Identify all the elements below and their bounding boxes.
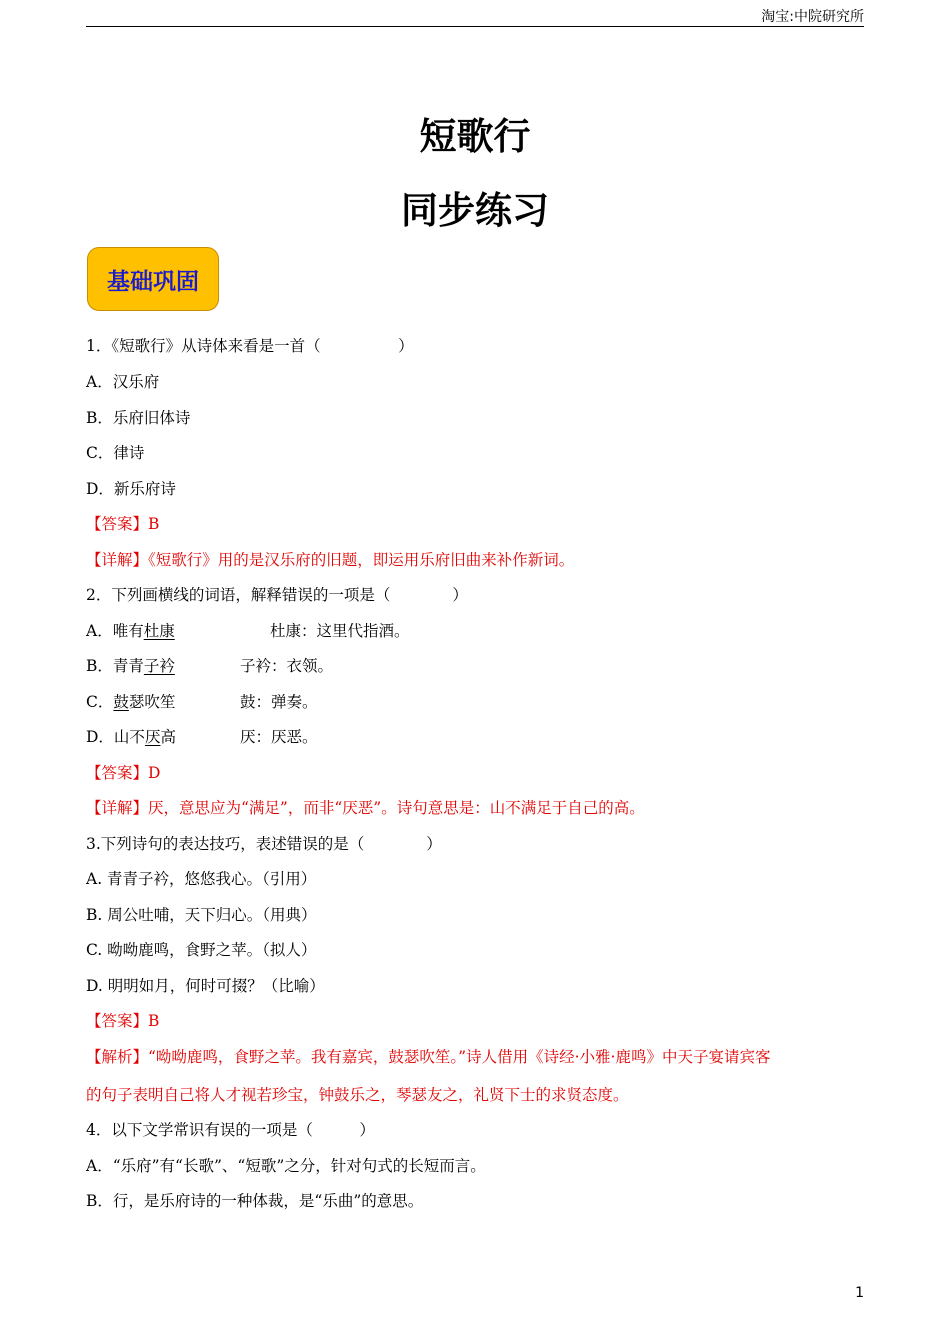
section-badge: 基础巩固 bbox=[87, 247, 219, 311]
q2-option-d-suffix: 高 bbox=[160, 728, 176, 746]
page-number: 1 bbox=[855, 1285, 864, 1301]
q1-stem: 1．《短歌行》从诗体来看是一首（ ） bbox=[86, 337, 414, 355]
q2-option-c-underlined: 鼓 bbox=[113, 693, 129, 711]
q2-option-a-prefix: A．唯有 bbox=[86, 622, 144, 640]
q1-detail: 【详解】《短歌行》用的是汉乐府的旧题，即运用乐府旧曲来补作新词。 bbox=[86, 551, 575, 569]
q2-option-d-gloss: 厌：厌恶。 bbox=[240, 728, 318, 746]
q2-option-c-suffix: 瑟吹笙 bbox=[128, 693, 176, 711]
q2-option-a bbox=[86, 621, 175, 641]
q4-option-b: B．行，是乐府诗的一种体裁，是“乐曲”的意思。 bbox=[86, 1192, 424, 1210]
q3-answer: 【答案】B bbox=[86, 1012, 160, 1030]
q2-answer: 【答案】D bbox=[86, 764, 161, 782]
q2-option-b bbox=[86, 656, 175, 676]
q1-option-a: A．汉乐府 bbox=[86, 373, 160, 391]
q2-option-d-prefix: D．山不 bbox=[86, 728, 145, 746]
q3-option-d: D. 明明如月，何时可掇？（比喻） bbox=[86, 977, 325, 995]
q3-stem: 3.下列诗句的表达技巧，表述错误的是（ ） bbox=[86, 835, 442, 853]
document-title: 短歌行 bbox=[419, 115, 531, 158]
q2-option-c-prefix: C． bbox=[86, 693, 114, 711]
q4-stem: 4．以下文学常识有误的一项是（ ） bbox=[86, 1121, 375, 1139]
header-rule bbox=[86, 26, 864, 27]
q2-option-d bbox=[86, 727, 176, 747]
q2-option-d-underlined: 厌 bbox=[144, 728, 161, 746]
q2-option-c-gloss: 鼓：弹奏。 bbox=[240, 693, 318, 711]
q3-option-c: C. 呦呦鹿鸣，食野之苹。（拟人） bbox=[86, 941, 317, 959]
q3-analysis-line1: 【解析】“呦呦鹿鸣，食野之苹。我有嘉宾，鼓瑟吹笙。”诗人借用《诗经·小雅·鹿鸣》中天子宴请宾客 bbox=[86, 1048, 771, 1066]
q2-option-c bbox=[86, 692, 175, 712]
q2-option-a-underlined: 杜康 bbox=[143, 622, 175, 640]
q1-option-b: B．乐府旧体诗 bbox=[86, 409, 191, 427]
q1-option-d: D．新乐府诗 bbox=[86, 480, 176, 498]
q1-answer: 【答案】B bbox=[86, 515, 160, 533]
q2-option-b-prefix: B．青青 bbox=[86, 657, 144, 675]
q4-option-a: A．“乐府”有“长歌”、“短歌”之分，针对句式的长短而言。 bbox=[86, 1157, 486, 1175]
q2-detail: 【详解】厌，意思应为“满足”，而非“厌恶”。诗句意思是：山不满足于自己的高。 bbox=[86, 799, 645, 817]
q3-analysis-line2: 的句子表明自己将人才视若珍宝，钟鼓乐之，琴瑟友之，礼贤下士的求贤态度。 bbox=[86, 1086, 629, 1104]
q3-option-a: A. 青青子衿，悠悠我心。（引用） bbox=[86, 870, 317, 888]
q2-stem: 2．下列画横线的词语，解释错误的一项是（ ） bbox=[86, 586, 468, 604]
header-source-text: 淘宝:中院研究所 bbox=[761, 9, 864, 25]
q1-option-c: C．律诗 bbox=[86, 444, 145, 462]
document-subtitle: 同步练习 bbox=[401, 189, 549, 232]
q2-option-a-gloss: 杜康：这里代指酒。 bbox=[270, 622, 410, 640]
q2-option-b-gloss: 子衿：衣领。 bbox=[240, 657, 334, 675]
q2-option-b-underlined: 子衿 bbox=[143, 657, 175, 675]
q3-option-b: B. 周公吐哺，天下归心。（用典） bbox=[86, 906, 317, 924]
